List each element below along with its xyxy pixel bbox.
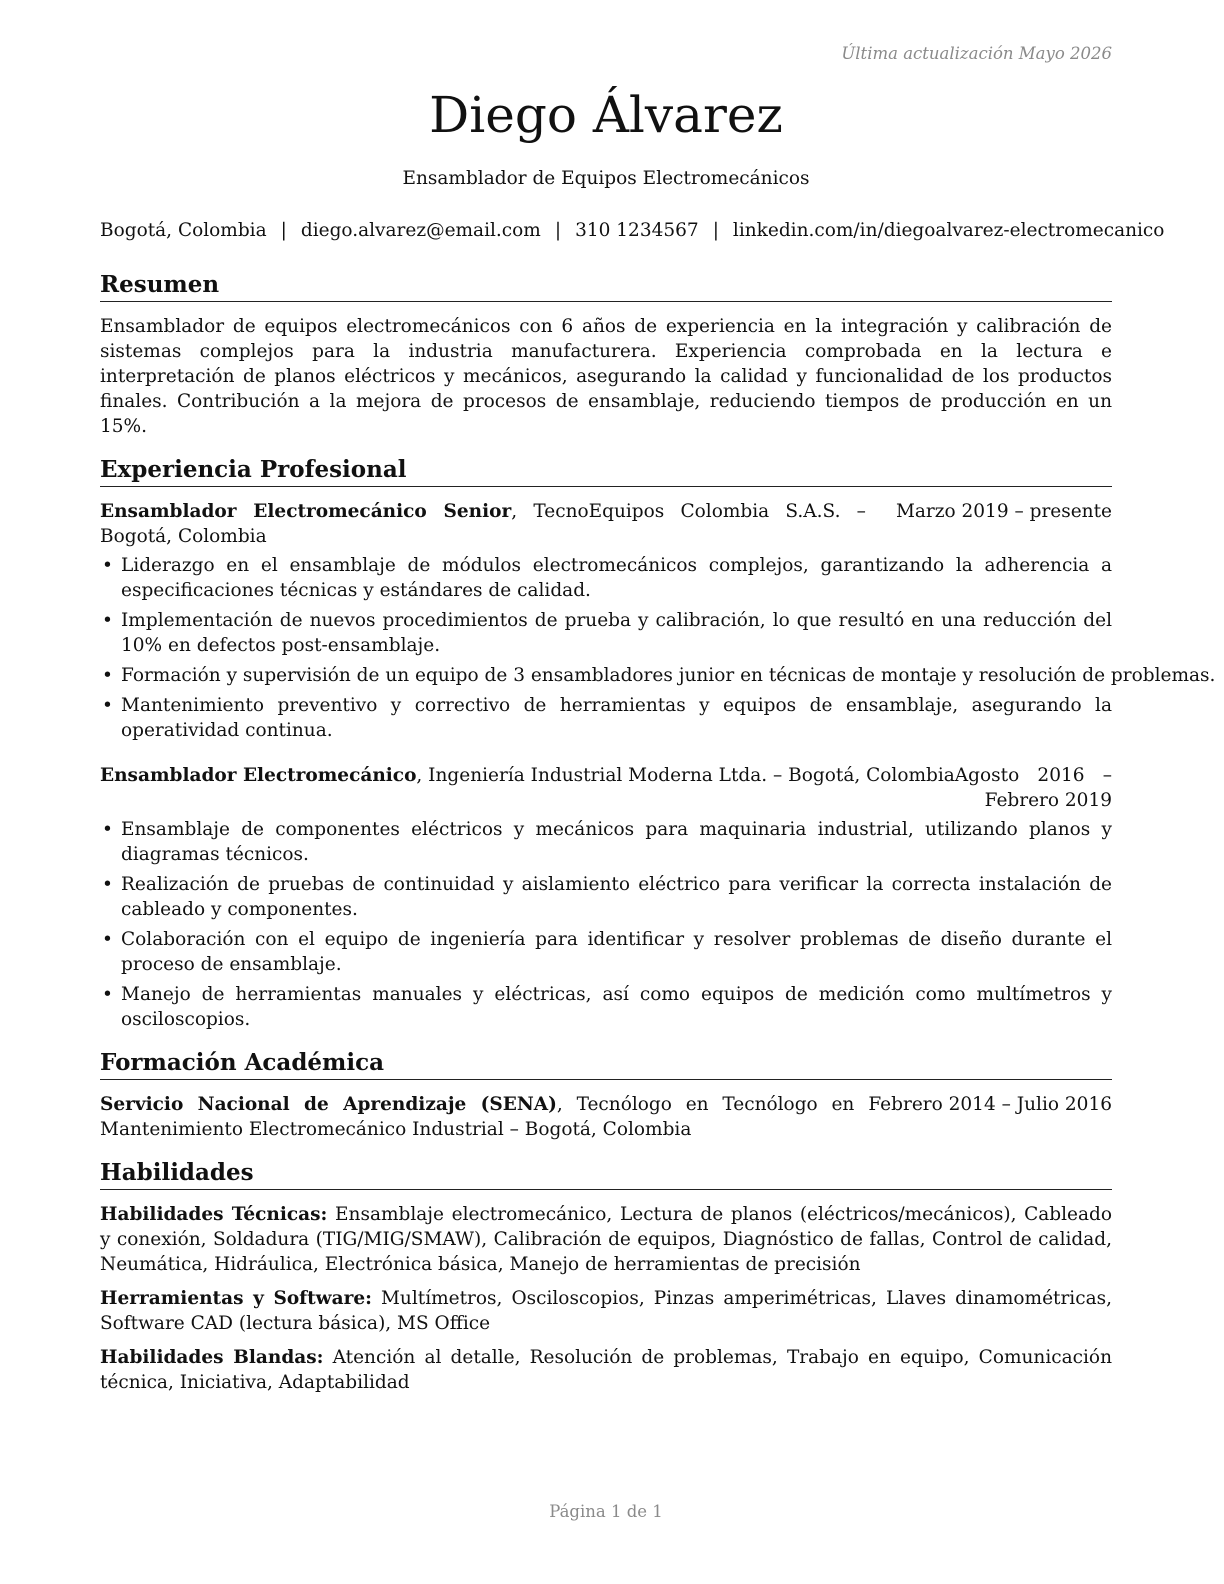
job-company: , TecnoEquipos Colombia S.A.S. – Bogotá, Colombia bbox=[100, 501, 866, 547]
job-title-line bbox=[100, 763, 955, 788]
last-updated: Última actualización Mayo 2026 bbox=[841, 44, 1112, 63]
education-section bbox=[100, 1048, 1112, 1142]
job-header bbox=[100, 763, 1112, 813]
page-number: Página 1 de 1 bbox=[549, 1502, 663, 1521]
job-dates: Agosto 2016 – Febrero 2019 bbox=[954, 765, 1112, 811]
skills-section bbox=[100, 1158, 1112, 1395]
education-detail: , Tecnólogo en Tecnólogo en Mantenimiento Electromecánico Industrial – Bogotá, Colombia bbox=[100, 1094, 855, 1140]
section-heading: Experiencia Profesional bbox=[100, 455, 1112, 487]
experience-section bbox=[100, 455, 1216, 1032]
job-bullets bbox=[100, 817, 1112, 1032]
contact-location: Bogotá, Colombia bbox=[100, 220, 267, 241]
list-item: • Implementación de nuevos procedimientos de prueba y calibración, lo que resultó en una reducción del 10% en defectos post-ensamblaje. bbox=[100, 608, 1112, 658]
list-item: • Colaboración con el equipo de ingeniería para identificar y resolver problemas de diseño durante el proceso de ensamblaje. bbox=[100, 927, 1112, 977]
skill-text: Multímetros, Osciloscopios, Pinzas amperimétricas, Llaves dinamométricas, Software CAD (lectura básica), MS Office bbox=[100, 1288, 1112, 1334]
education-dates: Febrero 2014 – Julio 2016 bbox=[868, 1094, 1112, 1115]
education-title-line bbox=[100, 1092, 868, 1142]
list-item: • Liderazgo en el ensamblaje de módulos electromecánicos complejos, garantizando la adherencia a especificaciones técnicas y estándares de calidad. bbox=[100, 553, 1112, 603]
job-role: Ensamblador Electromecánico bbox=[100, 765, 417, 786]
section-heading: Formación Académica bbox=[100, 1048, 1112, 1080]
candidate-title: Ensamblador de Equipos Electromecánicos bbox=[402, 168, 810, 189]
job-header bbox=[100, 499, 1112, 549]
job-entry bbox=[100, 763, 1112, 1032]
education-entry bbox=[100, 1092, 1112, 1142]
skill-text: Atención al detalle, Resolución de problemas, Trabajo en equipo, Comunicación técnica, Iniciativa, Adaptabilidad bbox=[100, 1347, 1112, 1393]
job-bullets bbox=[100, 553, 1216, 743]
list-item: • Formación y supervisión de un equipo de 3 ensambladores junior en técnicas de montaje y resolución de problemas. bbox=[100, 663, 1112, 688]
contact-separator: | bbox=[712, 220, 719, 241]
section-heading: Resumen bbox=[100, 270, 1112, 302]
education-institution: Servicio Nacional de Aprendizaje (SENA) bbox=[100, 1094, 557, 1115]
contact-separator: | bbox=[280, 220, 287, 241]
job-role: Ensamblador Electromecánico Senior bbox=[100, 501, 512, 522]
summary-section bbox=[100, 270, 1112, 439]
job-dates: Marzo 2019 – presente bbox=[895, 501, 1112, 522]
skill-label: Herramientas y Software: bbox=[100, 1288, 372, 1309]
skill-label: Habilidades Técnicas: bbox=[100, 1204, 328, 1225]
contact-separator: | bbox=[554, 220, 562, 241]
job-entry bbox=[100, 499, 1216, 743]
contact-line bbox=[100, 220, 1165, 241]
list-item: • Realización de pruebas de continuidad y aislamiento eléctrico para verificar la correcta instalación de cableado y componentes. bbox=[100, 872, 1112, 922]
contact-linkedin[interactable]: linkedin.com/in/diegoalvarez-electromecanico bbox=[732, 220, 1165, 241]
job-company: , Ingeniería Industrial Moderna Ltda. – Bogotá, Colombia bbox=[416, 765, 955, 786]
list-item: • Ensamblaje de componentes eléctricos y mecánicos para maquinaria industrial, utilizando planos y diagramas técnicos. bbox=[100, 817, 1112, 867]
job-title-line bbox=[100, 499, 896, 549]
summary-text: Ensamblador de equipos electromecánicos con 6 años de experiencia en la integración y calibración de sistemas complejos para la industria manufacturera. Experiencia comprobada en la lectura e interpretación de planos eléctricos y mecánicos, asegurando la calidad y funcionalidad de los productos finales. Contribución a la mejora de procesos de ensamblaje, reduciendo tiempos de producción en un 15%. bbox=[100, 316, 1112, 437]
candidate-name: Diego Álvarez bbox=[429, 86, 783, 144]
contact-email[interactable]: diego.alvarez@email.com bbox=[300, 220, 541, 241]
resume-body bbox=[100, 270, 1216, 1411]
skill-group bbox=[100, 1202, 1112, 1277]
skill-group bbox=[100, 1286, 1112, 1336]
section-heading: Habilidades bbox=[100, 1158, 1112, 1190]
list-item: • Manejo de herramientas manuales y eléctricas, así como equipos de medición como multímetros y osciloscopios. bbox=[100, 982, 1112, 1032]
skill-group bbox=[100, 1345, 1112, 1395]
list-item: • Mantenimiento preventivo y correctivo de herramientas y equipos de ensamblaje, asegurando la operatividad continua. bbox=[100, 693, 1112, 743]
skill-label: Habilidades Blandas: bbox=[100, 1347, 324, 1368]
contact-phone[interactable]: 310 1234567 bbox=[575, 220, 699, 241]
skill-text: Ensamblaje electromecánico, Lectura de planos (eléctricos/mecánicos), Cableado y conexión, Soldadura (TIG/MIG/SMAW), Calibración de equipos, Diagnóstico de fallas, Control de calidad, Neumática, Hidráulica, Electrónica básica, Manejo de herramientas de precisión bbox=[100, 1204, 1112, 1275]
